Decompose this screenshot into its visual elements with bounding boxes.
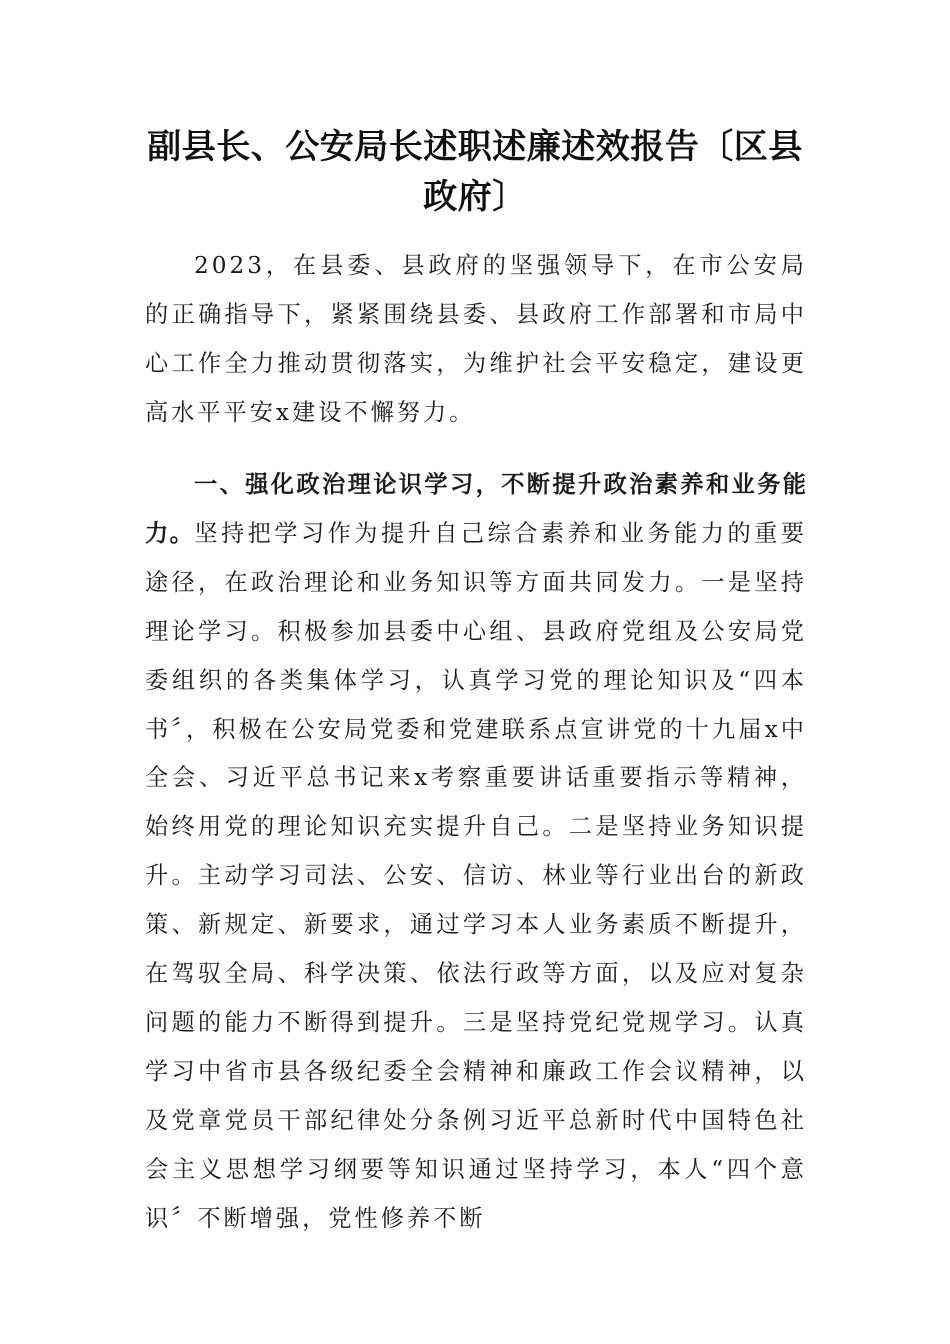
document-title: 副县长、公安局长述职述廉述效报告〔区县政府〕 [147, 127, 803, 217]
section-1-paragraph [145, 461, 807, 1244]
section-1-body: 坚持把学习作为提升自己综合素养和业务能力的重要途径，在政治理论和业务知识等方面共同发力。一是坚持理论学习。积极参加县委中心组、县政府党组及公安局党委组织的各类集体学习，认真学习党的理论知识及“四本书〞，积极在公安局党委和党建联系点宣讲党的十九届x中全会、习近平总书记来x考察重要讲话重要指示等精神，始终用党的理论知识充实提升自己。二是坚持业务知识提升。主动学习司法、公安、信访、林业等行业出台的新政策、新规定、新要求，通过学习本人业务素质不断提升，在驾驭全局、科学决策、依法行政等方面，以及应对复杂问题的能力不断得到提升。三是坚持党纪党规学习。认真学习中省市县各级纪委全会精神和廉政工作会议精神，以及党章党员干部纪律处分条例习近平总新时代中国特色社会主义思想学习纲要等知识通过坚持学习，本人“四个意识〞不断增强，党性修养不断 [145, 519, 808, 1232]
section-1-heading: 一、强化政治理论识学习，不断提升政治素养和业务能力。 [145, 471, 807, 547]
intro-paragraph: 2023，在县委、县政府的坚强领导下，在市公安局的正确指导下，紧紧围绕县委、县政府工作部署和市局中心工作全力推动贯彻落实，为维护社会平安稳定，建设更高水平平安x建设不懈努力。 [145, 252, 807, 426]
